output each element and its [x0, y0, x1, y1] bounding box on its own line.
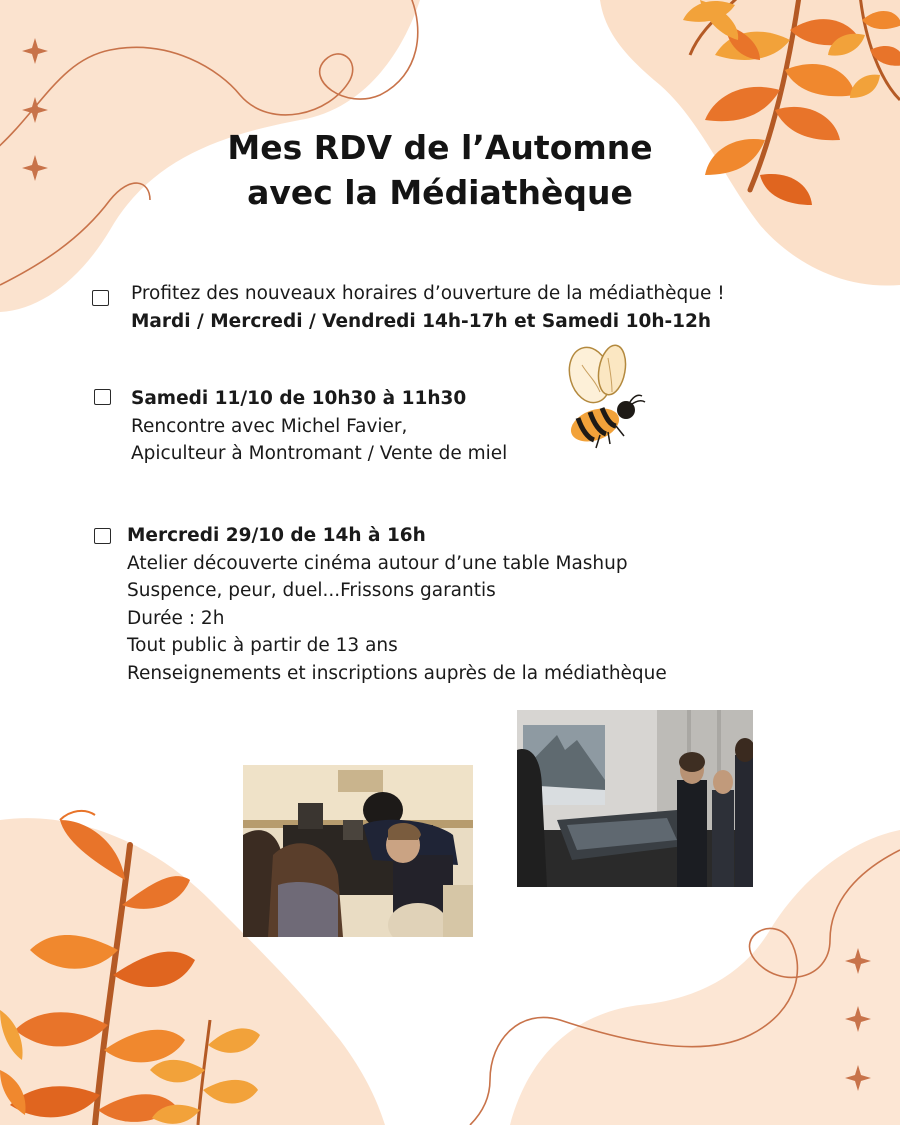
item-3-line-2: Atelier découverte cinéma autour d’une table Mashup: [127, 552, 628, 574]
item-2-line-3: Apiculteur à Montromant / Vente de miel: [131, 443, 508, 464]
item-1-line-1: Profitez des nouveaux horaires d’ouverture de la médiathèque !: [131, 283, 725, 304]
photo-projection-screen: [517, 710, 753, 887]
item-3-line-4: Durée : 2h: [127, 607, 225, 629]
title-line-2: avec la Médiathèque: [247, 173, 633, 212]
checkbox-item-3: [94, 528, 111, 544]
poster-title: [150, 125, 730, 215]
item-cinema-workshop: [127, 522, 667, 687]
bee-icon: [560, 340, 650, 455]
checkbox-item-1: [92, 290, 109, 306]
item-2-line-1: Samedi 11/10 de 10h30 à 11h30: [131, 388, 467, 409]
photo-workshop-children: [243, 765, 473, 937]
checkbox-item-2: [94, 389, 111, 405]
item-3-line-1: Mercredi 29/10 de 14h à 16h: [127, 525, 426, 546]
item-3-line-5: Tout public à partir de 13 ans: [127, 635, 398, 656]
item-beekeeper-meeting: [131, 385, 507, 468]
item-3-line-3: Suspence, peur, duel...Frissons garantis: [127, 580, 496, 601]
title-line-1: Mes RDV de l’Automne: [227, 128, 653, 167]
item-1-line-2: Mardi / Mercredi / Vendredi 14h-17h et Samedi 10h-12h: [131, 310, 712, 332]
item-3-line-6: Renseignements et inscriptions auprès de la médiathèque: [127, 662, 667, 684]
item-opening-hours: [131, 280, 725, 335]
item-2-line-2: Rencontre avec Michel Favier,: [131, 415, 408, 437]
